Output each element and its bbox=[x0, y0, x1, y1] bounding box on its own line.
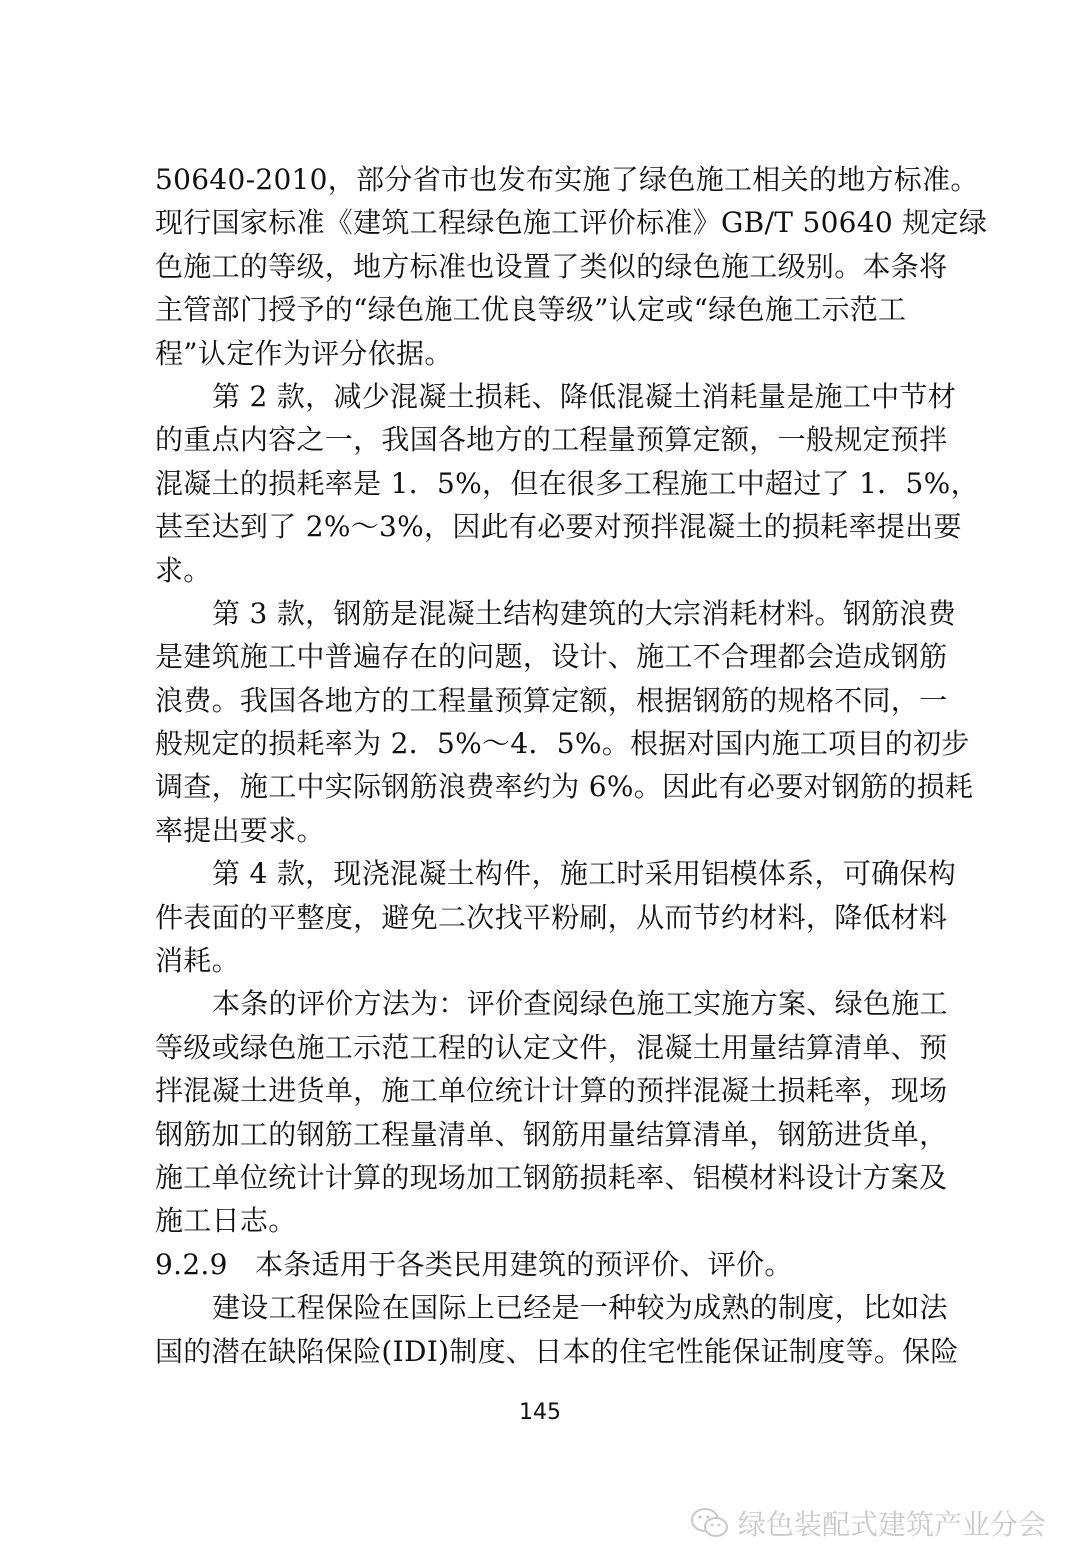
text-line: 是建筑施工中普遍存在的问题，设计、施工不合理都会造成钢筋 bbox=[155, 640, 948, 674]
text-line: 色施工的等级，地方标准也设置了类似的绿色施工级别。本条将 bbox=[155, 249, 948, 283]
paragraph-start-line: 第 4 款，现浇混凝土构件，施工时采用铝模体系，可确保构 bbox=[212, 857, 957, 891]
body-text bbox=[155, 158, 988, 1373]
text-line: 甚至达到了 2%～3%，因此有必要对预拌混凝土的损耗率提出要 bbox=[155, 510, 962, 544]
text-line: 拌混凝土进货单，施工单位统计计算的预拌混凝土损耗率，现场 bbox=[155, 1074, 948, 1108]
text-line: 等级或绿色施工示范工程的认定文件，混凝土用量结算清单、预 bbox=[155, 1030, 948, 1064]
paragraph-start-line: 第 3 款，钢筋是混凝土结构建筑的大宗消耗材料。钢筋浪费 bbox=[212, 596, 957, 630]
paragraph-start-line: 建设工程保险在国际上已经是一种较为成熟的制度，比如法 bbox=[212, 1291, 948, 1325]
text-line: 率提出要求。 bbox=[155, 813, 325, 847]
text-line: 现行国家标准《建筑工程绿色施工评价标准》GB/T 50640 规定绿 bbox=[155, 206, 988, 240]
clause-heading bbox=[155, 1243, 970, 1286]
clause-text: 本条适用于各类民用建筑的预评价、评价。 bbox=[255, 1247, 793, 1281]
text-line: 主管部门授予的“绿色施工优良等级”认定或“绿色施工示范工 bbox=[155, 293, 907, 327]
text-line: 国的潜在缺陷保险(IDI)制度、日本的住宅性能保证制度等。保险 bbox=[155, 1334, 959, 1368]
page-number: 145 bbox=[519, 1400, 561, 1425]
text-line: 钢筋加工的钢筋工程量清单、钢筋用量结算清单，钢筋进货单， bbox=[155, 1117, 948, 1151]
watermark bbox=[690, 1500, 1046, 1546]
text-line: 求。 bbox=[155, 553, 212, 587]
text-line: 的重点内容之一，我国各地方的工程量预算定额，一般规定预拌 bbox=[155, 423, 948, 457]
paragraph-start-line: 本条的评价方法为：评价查阅绿色施工实施方案、绿色施工 bbox=[212, 987, 948, 1021]
text-line: 50640-2010，部分省市也发布实施了绿色施工相关的地方标准。 bbox=[155, 163, 979, 196]
text-line: 混凝土的损耗率是 1．5%，但在很多工程施工中超过了 1．5%， bbox=[155, 466, 979, 500]
text-line: 般规定的损耗率为 2．5%～4．5%。根据对国内施工项目的初步 bbox=[155, 727, 970, 761]
wechat-icon bbox=[690, 1506, 730, 1540]
text-line: 程”认定作为评分依据。 bbox=[155, 336, 453, 370]
clause-number: 9.2.9 bbox=[155, 1247, 228, 1281]
paragraph-start-line: 第 2 款，减少混凝土损耗、降低混凝土消耗量是施工中节材 bbox=[212, 379, 957, 413]
text-line: 调查，施工中实际钢筋浪费率约为 6%。因此有必要对钢筋的损耗 bbox=[155, 770, 974, 804]
watermark-text: 绿色装配式建筑产业分会 bbox=[737, 1508, 1046, 1541]
text-line: 浪费。我国各地方的工程量预算定额，根据钢筋的规格不同，一 bbox=[155, 683, 948, 717]
text-line: 施工单位统计计算的现场加工钢筋损耗率、铝模材料设计方案及 bbox=[155, 1160, 948, 1194]
text-line: 消耗。 bbox=[155, 944, 240, 978]
text-line: 施工日志。 bbox=[155, 1204, 297, 1238]
text-line: 件表面的平整度，避免二次找平粉刷，从而节约材料，降低材料 bbox=[155, 900, 948, 934]
